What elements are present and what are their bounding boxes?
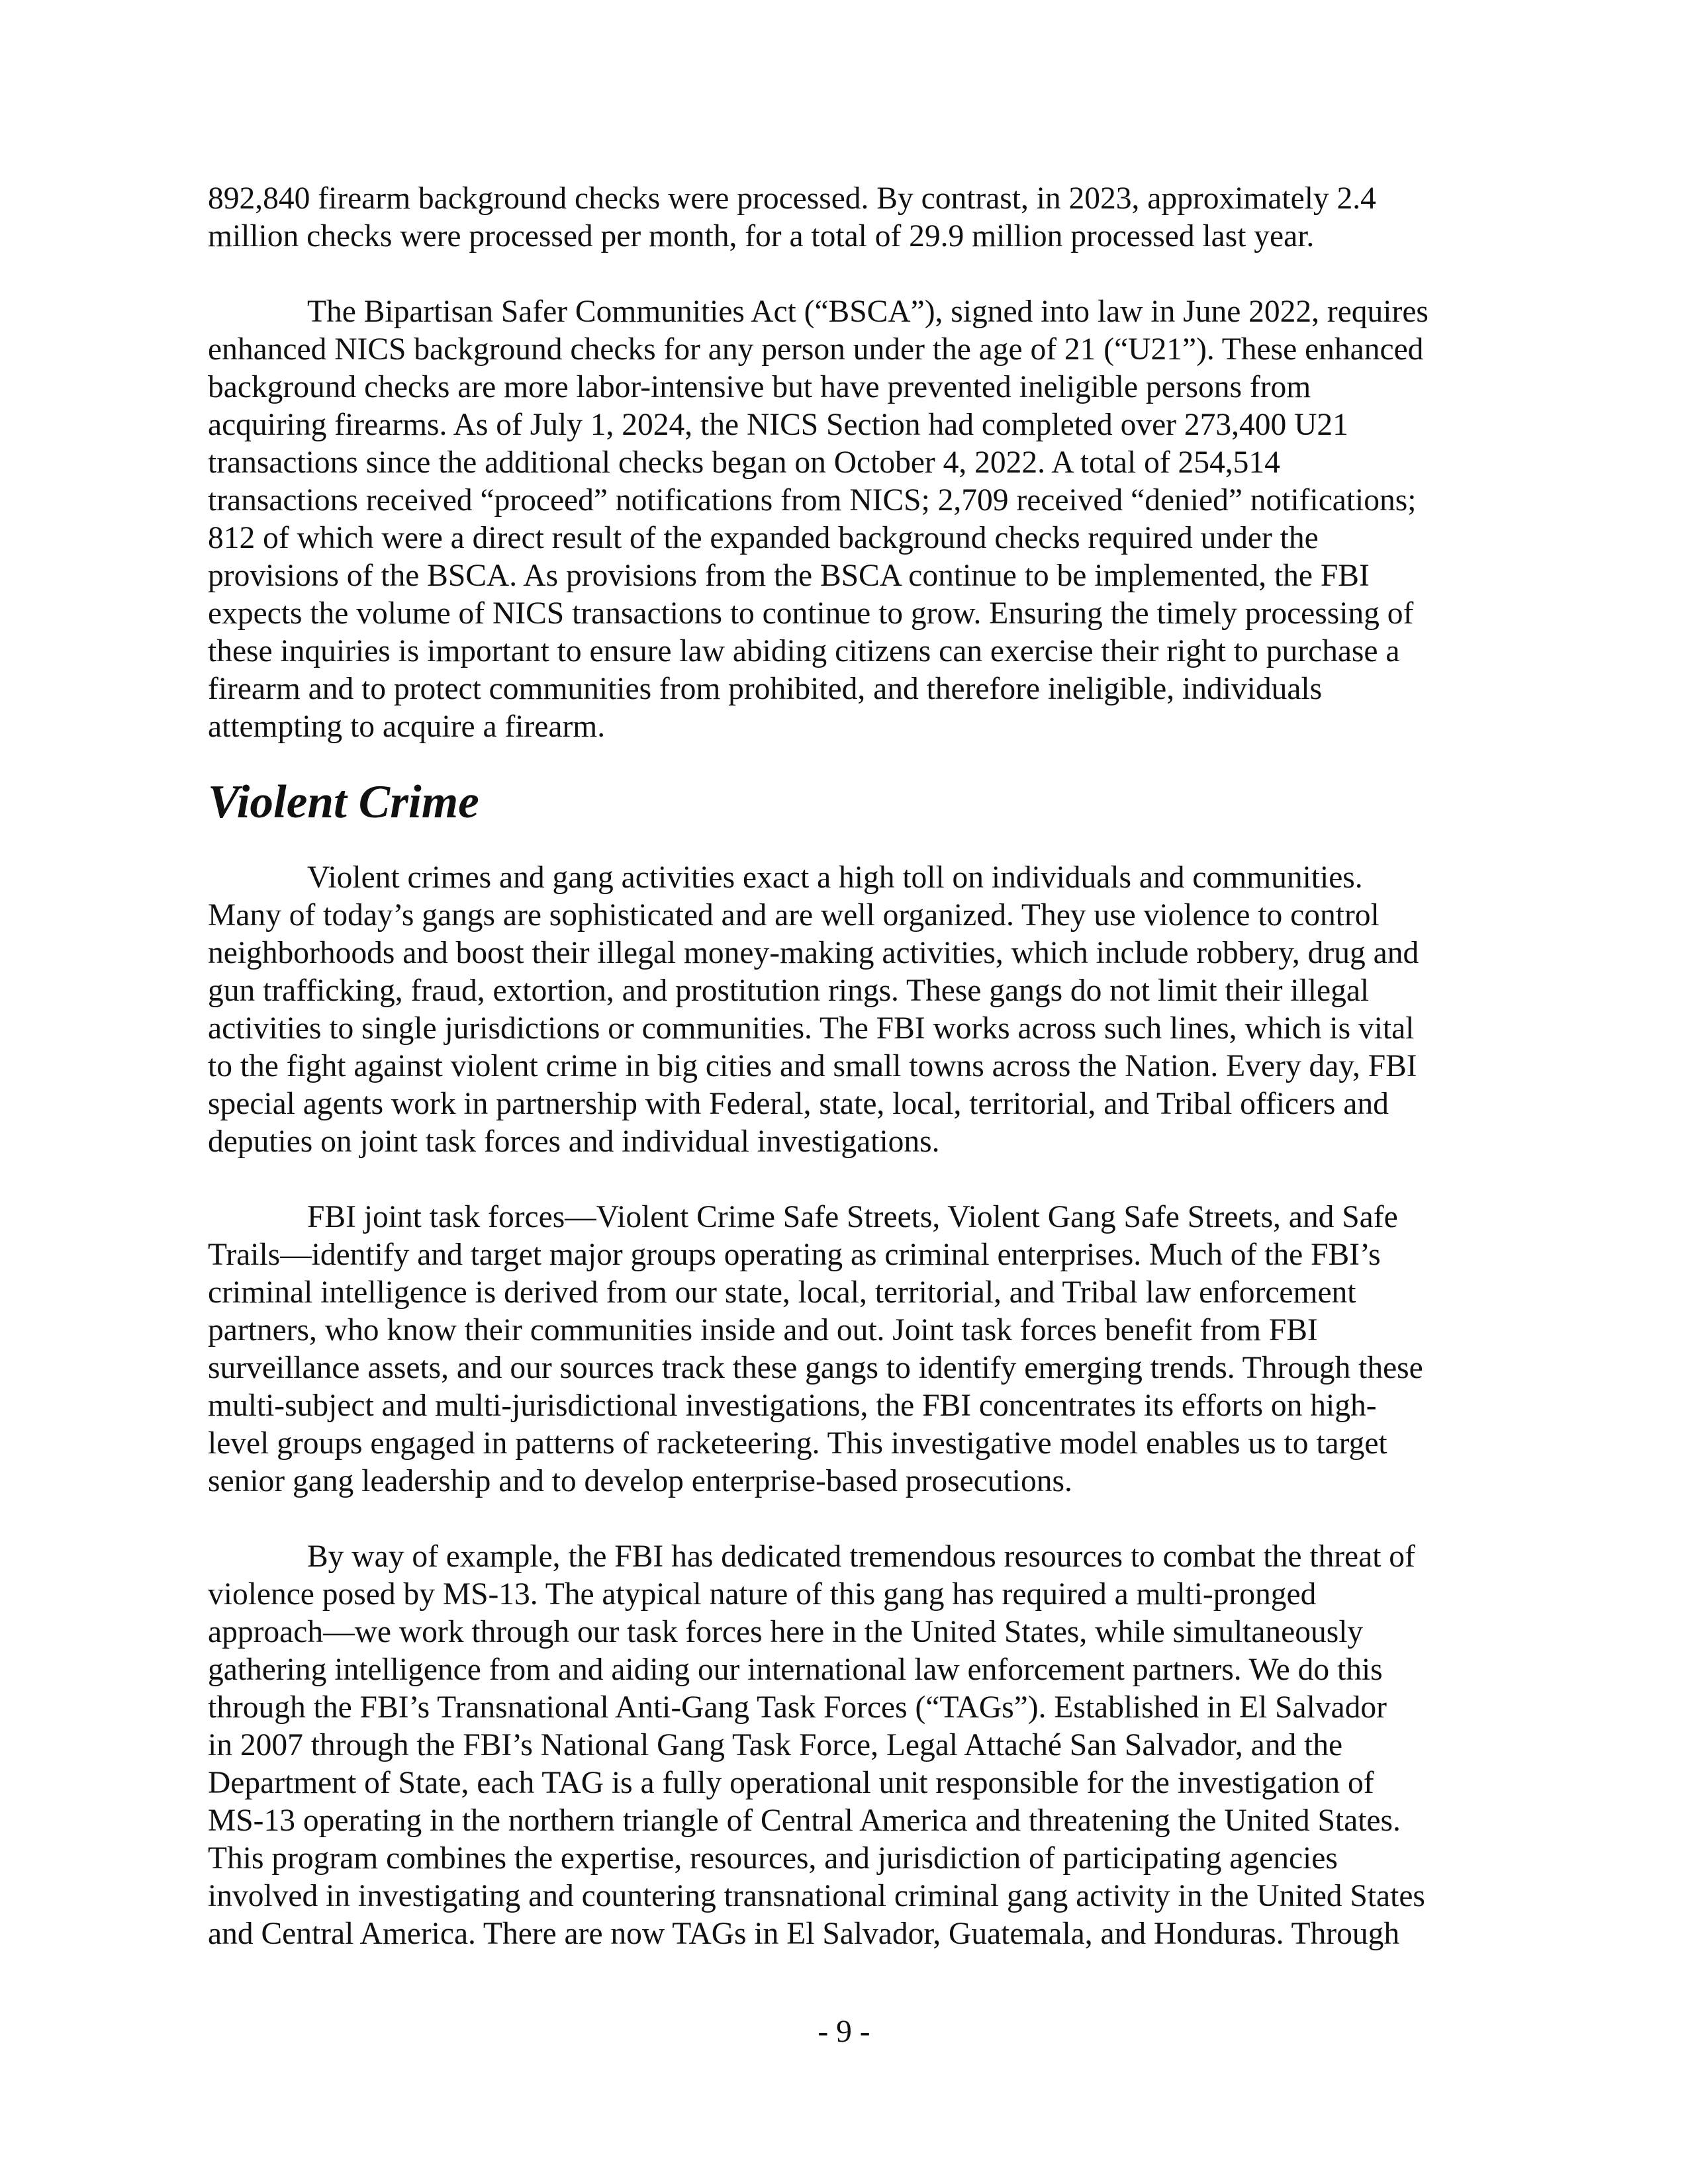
paragraph-line: these inquiries is important to ensure law abiding citizens can exercise their right to purchase a	[208, 634, 1400, 668]
paragraph-2	[208, 293, 1500, 746]
paragraph-line: 892,840 firearm background checks were processed. By contrast, in 2023, approximately 2.4	[208, 181, 1376, 216]
paragraph-line: enhanced NICS background checks for any person under the age of 21 (“U21”). These enhanced	[208, 332, 1424, 367]
paragraph-3	[208, 859, 1500, 1161]
paragraph-line: activities to single jurisdictions or communities. The FBI works across such lines, which is vital	[208, 1011, 1415, 1046]
paragraph-line: gathering intelligence from and aiding our international law enforcement partners. We do this	[208, 1653, 1383, 1687]
paragraph-line: surveillance assets, and our sources track these gangs to identify emerging trends. Through these	[208, 1351, 1423, 1385]
paragraph-line: neighborhoods and boost their illegal money-making activities, which include robbery, drug and	[208, 936, 1419, 970]
paragraph-line: to the fight against violent crime in big cities and small towns across the Nation. Every day, FBI	[208, 1049, 1417, 1083]
paragraph-line: Department of State, each TAG is a fully operational unit responsible for the investigation of	[208, 1766, 1374, 1800]
paragraph-1	[208, 180, 1500, 255]
paragraph-line: senior gang leadership and to develop enterprise-based prosecutions.	[208, 1464, 1072, 1498]
paragraph-line: in 2007 through the FBI’s National Gang Task Force, Legal Attaché San Salvador, and the	[208, 1728, 1343, 1762]
paragraph-line: through the FBI’s Transnational Anti-Gang Task Forces (“TAGs”). Established in El Salvador	[208, 1690, 1387, 1725]
paragraph-line: MS-13 operating in the northern triangle of Central America and threatening the United States.	[208, 1803, 1401, 1838]
paragraph-line: partners, who know their communities inside and out. Joint task forces benefit from FBI	[208, 1313, 1318, 1347]
paragraph-line: expects the volume of NICS transactions to continue to grow. Ensuring the timely processing of	[208, 596, 1414, 631]
paragraph-line: provisions of the BSCA. As provisions from the BSCA continue to be implemented, the FBI	[208, 559, 1370, 593]
paragraph-line: violence posed by MS-13. The atypical nature of this gang has required a multi-pronged	[208, 1577, 1317, 1612]
paragraph-line: special agents work in partnership with Federal, state, local, territorial, and Tribal officers and	[208, 1087, 1389, 1121]
paragraph-line: acquiring firearms. As of July 1, 2024, the NICS Section had completed over 273,400 U21	[208, 408, 1348, 442]
paragraph-line: Trails—identify and target major groups operating as criminal enterprises. Much of the FBI’s	[208, 1238, 1381, 1272]
page-number: - 9 -	[818, 2015, 870, 2049]
paragraph-line: approach—we work through our task forces here in the United States, while simultaneously	[208, 1615, 1364, 1649]
paragraph-line: FBI joint task forces—Violent Crime Safe Streets, Violent Gang Safe Streets, and Safe	[307, 1200, 1398, 1234]
section-heading: Violent Crime	[208, 776, 479, 828]
document-page	[208, 180, 1500, 1953]
paragraph-line: background checks are more labor-intensive but have prevented ineligible persons from	[208, 370, 1311, 404]
paragraph-line: The Bipartisan Safer Communities Act (“BSCA”), signed into law in June 2022, requires	[307, 295, 1429, 329]
paragraph-line: attempting to acquire a firearm.	[208, 709, 606, 744]
paragraph-line: firearm and to protect communities from prohibited, and therefore ineligible, individuals	[208, 672, 1323, 706]
paragraph-line: Many of today’s gangs are sophisticated and are well organized. They use violence to control	[208, 898, 1380, 933]
paragraph-5	[208, 1538, 1500, 1953]
paragraph-line: By way of example, the FBI has dedicated tremendous resources to combat the threat of	[307, 1539, 1415, 1574]
paragraph-line: level groups engaged in patterns of racketeering. This investigative model enables us to target	[208, 1426, 1387, 1461]
paragraph-line: multi-subject and multi-jurisdictional investigations, the FBI concentrates its efforts on high-	[208, 1388, 1377, 1423]
paragraph-line: criminal intelligence is derived from our state, local, territorial, and Tribal law enforcement	[208, 1275, 1356, 1310]
paragraph-line: involved in investigating and countering transnational criminal gang activity in the United States	[208, 1879, 1425, 1913]
paragraph-line: deputies on joint task forces and individual investigations.	[208, 1124, 940, 1159]
paragraph-line: Violent crimes and gang activities exact a high toll on individuals and communities.	[307, 860, 1363, 895]
paragraph-line: transactions received “proceed” notifications from NICS; 2,709 received “denied” notifications;	[208, 483, 1417, 518]
paragraph-line: transactions since the additional checks began on October 4, 2022. A total of 254,514	[208, 445, 1280, 480]
paragraph-line: and Central America. There are now TAGs in El Salvador, Guatemala, and Honduras. Through	[208, 1917, 1400, 1951]
paragraph-line: This program combines the expertise, resources, and jurisdiction of participating agencies	[208, 1841, 1338, 1876]
paragraph-line: gun trafficking, fraud, extortion, and prostitution rings. These gangs do not limit their illegal	[208, 974, 1370, 1008]
paragraph-line: 812 of which were a direct result of the expanded background checks required under the	[208, 521, 1319, 555]
paragraph-4	[208, 1199, 1500, 1500]
paragraph-line: million checks were processed per month, for a total of 29.9 million processed last year.	[208, 219, 1315, 253]
